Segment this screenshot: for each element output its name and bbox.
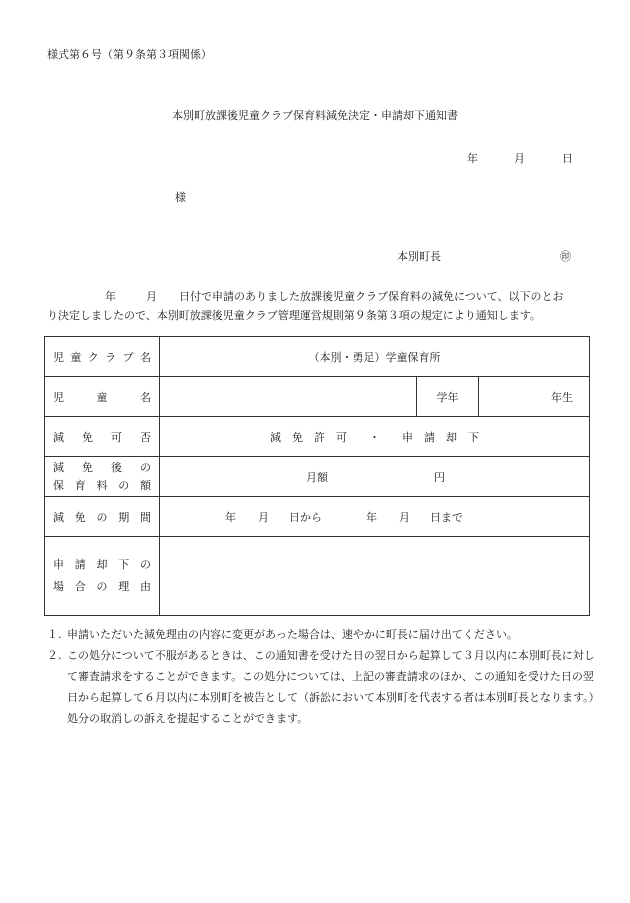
- label-char: 理: [118, 580, 130, 593]
- label-char: 可: [111, 430, 122, 444]
- fee-yen-label: 円: [434, 470, 445, 484]
- table-row: [45, 457, 590, 497]
- note-item: [47, 645, 597, 729]
- label-char: ク: [87, 350, 99, 364]
- table-row: [45, 377, 590, 417]
- label-char: 請: [74, 558, 86, 571]
- body-text-line1: 日付で申請のありました放課後児童クラブ保育料の減免について、以下のとお: [179, 290, 564, 303]
- grade-label: 学年: [417, 377, 479, 417]
- note-item: [47, 624, 597, 645]
- reason-value: [160, 537, 590, 616]
- child-name-value: [160, 377, 417, 417]
- table-row: [45, 417, 590, 457]
- table-row: [45, 497, 590, 537]
- label-char: 却: [96, 558, 108, 571]
- document-title: 本別町放課後児童クラブ保育料減免決定・申請却下通知書: [172, 109, 458, 122]
- approval-label: [45, 417, 160, 457]
- label-char: の: [96, 580, 108, 593]
- period-value: [160, 497, 590, 537]
- label-char: 料: [96, 478, 108, 492]
- period-day-to: 日まで: [430, 510, 463, 524]
- label-char: 免: [82, 460, 93, 474]
- reason-label: [45, 537, 160, 616]
- approval-value: 減 免 許 可 ・ 申 請 却 下: [160, 417, 590, 457]
- period-month-from: 月: [258, 510, 269, 524]
- club-value: （本別・勇足）学童保育所: [160, 337, 590, 377]
- table-row: [45, 337, 590, 377]
- label-char: 童: [70, 350, 82, 364]
- form-number: 様式第６号（第９条第３項関係）: [47, 48, 212, 61]
- period-month-to: 月: [399, 510, 410, 524]
- label-char: 合: [74, 580, 86, 593]
- table-row: [45, 537, 590, 616]
- note-text: 申請いただいた減免理由の内容に変更があった場合は、速やかに町長に届け出てください。: [67, 628, 518, 641]
- label-char: 減: [53, 460, 64, 474]
- date-year: 年: [467, 152, 478, 165]
- label-char: 童: [96, 390, 108, 404]
- period-year-to: 年: [366, 510, 377, 524]
- note-number: ２.: [47, 649, 62, 662]
- label-char: 児: [53, 390, 64, 404]
- label-char: 減: [53, 510, 64, 524]
- label-char: 保: [53, 478, 64, 492]
- note-text: この処分について不服があるときは、この通知書を受けた日の翌日から起算して３月以内に本別町長に対して審査請求をすることができます。この処分については、上記の審査請求のほか、この通知を受けた日の翌日から起算して６月以内に本別町を被告として（訴訟において本別町を代表する者は本別町長となります。）処分の取消しの訴えを提起することができます。: [67, 649, 595, 725]
- seal-mark: ㊞: [560, 250, 571, 263]
- period-label: [45, 497, 160, 537]
- label-char: ブ: [122, 350, 134, 364]
- body-year: 年: [105, 290, 116, 303]
- label-char: 免: [74, 510, 86, 524]
- label-char: 名: [140, 390, 151, 404]
- label-char: 否: [140, 430, 151, 444]
- label-char: ラ: [105, 350, 117, 364]
- period-day-from: 日から: [289, 510, 322, 524]
- period-year-from: 年: [225, 510, 236, 524]
- notice-body: [47, 287, 595, 325]
- date-month: 月: [514, 152, 525, 165]
- notes-list: [47, 624, 597, 729]
- club-label: [45, 337, 160, 377]
- label-char: 児: [53, 350, 64, 364]
- label-char: 育: [74, 478, 86, 492]
- label-char: 減: [53, 430, 64, 444]
- label-char: 後: [111, 460, 122, 474]
- label-char: の: [140, 460, 151, 474]
- label-char: の: [96, 510, 108, 524]
- body-month: 月: [146, 290, 157, 303]
- label-char: 期: [118, 510, 130, 524]
- label-char: の: [118, 478, 130, 492]
- issuer-name: 本別町長: [397, 250, 441, 263]
- label-char: 下: [118, 558, 130, 571]
- label-char: 場: [53, 580, 64, 593]
- fee-monthly-label: 月額: [306, 470, 328, 484]
- label-char: 由: [140, 580, 151, 593]
- grade-value: 年生: [479, 377, 590, 417]
- fee-value: [160, 457, 590, 497]
- body-text-line2: り決定しましたので、本別町放課後児童クラブ管理運営規則第９条第３項の規定により通知します。: [47, 309, 541, 322]
- label-char: の: [140, 558, 151, 571]
- notice-table: [44, 336, 590, 616]
- date-day: 日: [562, 152, 573, 165]
- label-char: 申: [53, 558, 64, 571]
- child-label: [45, 377, 160, 417]
- label-char: 間: [140, 510, 151, 524]
- addressee-suffix: 様: [175, 191, 186, 204]
- note-number: １.: [47, 628, 62, 641]
- label-char: 免: [82, 430, 93, 444]
- label-char: 名: [139, 350, 151, 364]
- label-char: 額: [140, 478, 151, 492]
- fee-label: [45, 457, 160, 497]
